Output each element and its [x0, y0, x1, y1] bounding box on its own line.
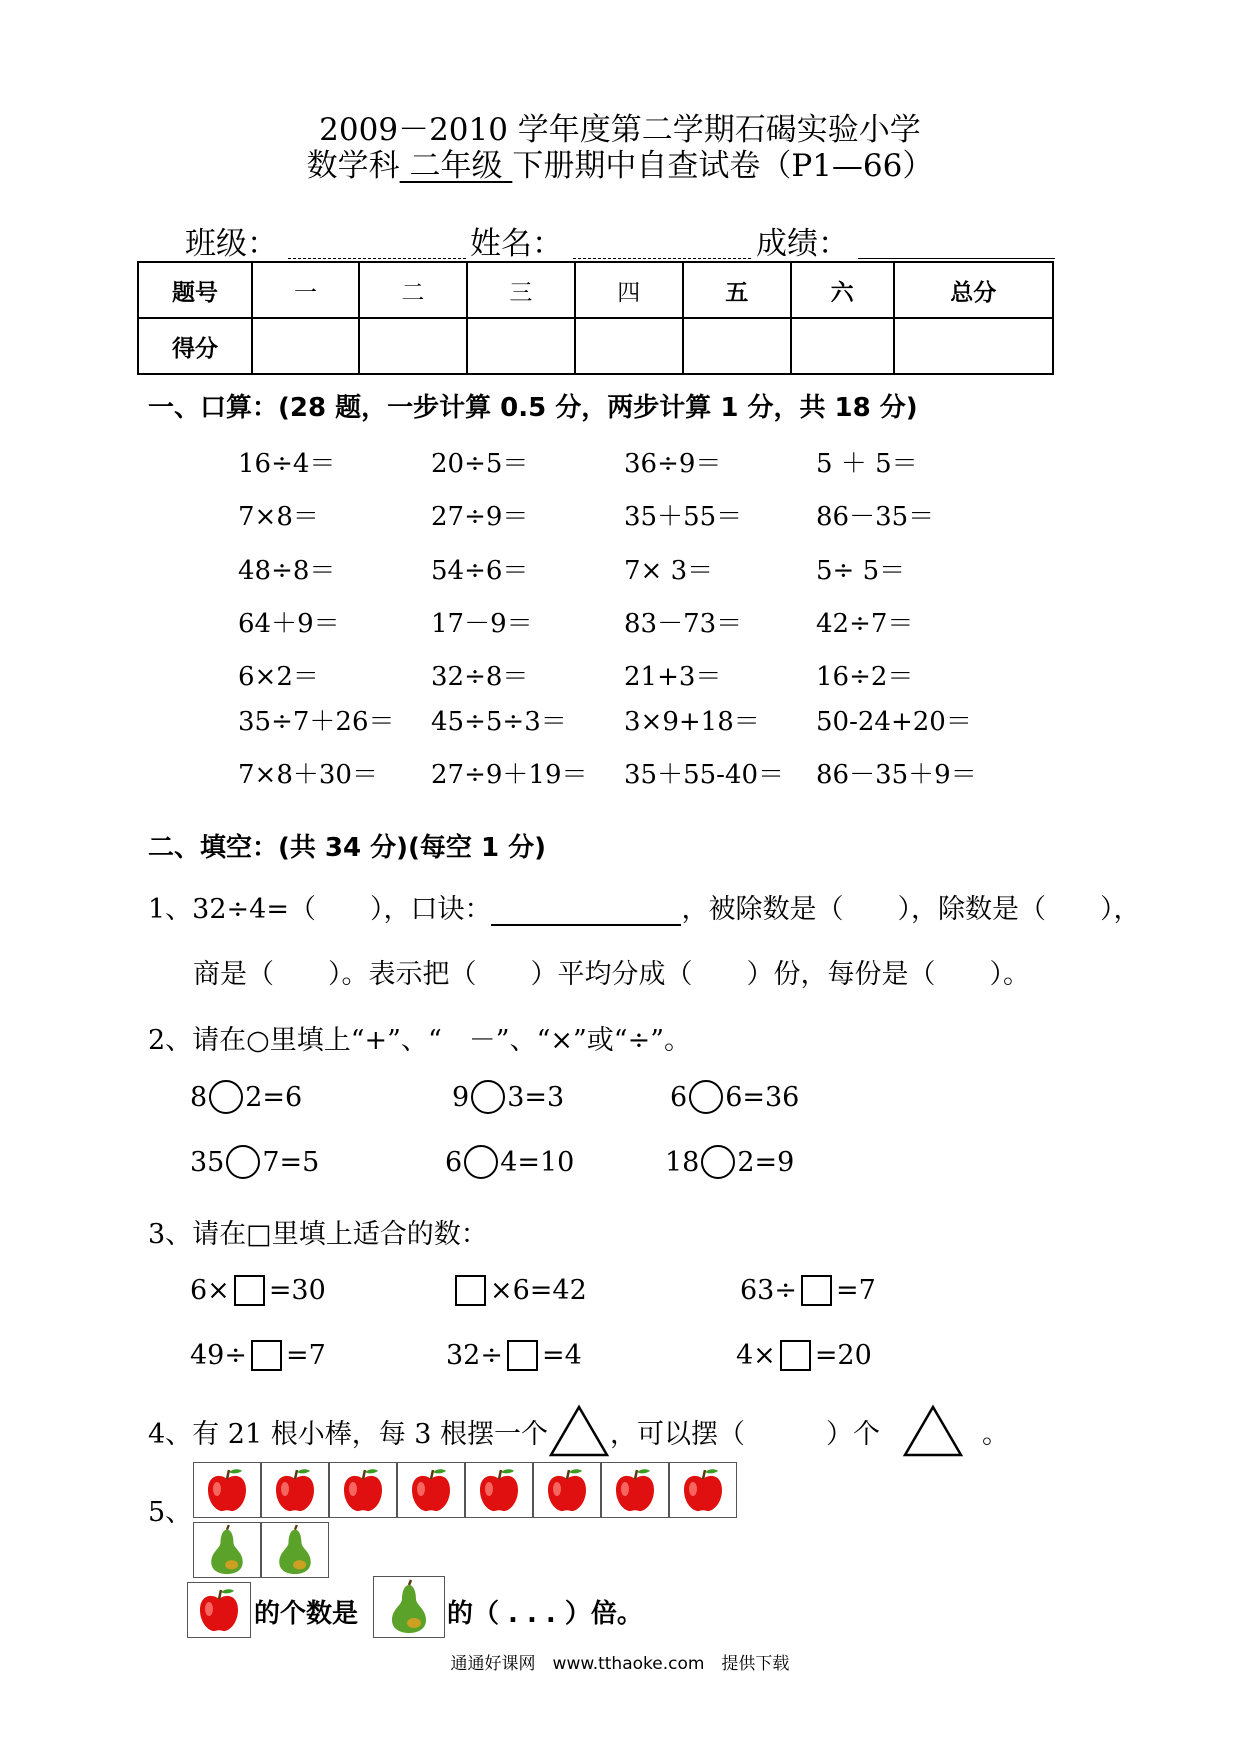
- score-cell[interactable]: [252, 318, 359, 374]
- q1-line1: [148, 887, 1140, 926]
- operator-item: [190, 1145, 319, 1179]
- answer-box[interactable]: [455, 1275, 486, 1306]
- exam-title-line1: 2009－2010 学年度第二学期石碣实验小学: [319, 112, 921, 148]
- pear-icon: [382, 1579, 436, 1635]
- calc-item: 27÷9＋19＝: [431, 760, 588, 790]
- class-label: 班级：: [185, 226, 278, 262]
- box-prefix: 4×: [736, 1340, 776, 1371]
- calc-item: 6×2＝: [238, 662, 319, 692]
- apple-icon: [193, 1462, 261, 1518]
- q5-text2: 的（ . . . ）倍。: [447, 1599, 643, 1629]
- header-cell: 题号: [138, 262, 252, 318]
- calc-item: 42÷7＝: [816, 609, 914, 639]
- q5-label: 5、: [148, 1497, 193, 1528]
- operator-circle[interactable]: [209, 1080, 243, 1114]
- answer-box[interactable]: [780, 1340, 811, 1371]
- pear-icon: [193, 1522, 261, 1578]
- box-item: [451, 1275, 587, 1306]
- q1-line2: 商是（ ）。表示把（ ）平均分成（ ）份，每份是（ ）。: [193, 959, 1030, 990]
- apple-icon-cell: [187, 1582, 251, 1638]
- score-cell[interactable]: [359, 318, 467, 374]
- q5-text1: 的个数是: [254, 1599, 359, 1629]
- score-label: 成绩：: [756, 226, 849, 262]
- calc-item: 7×8＋30＝: [238, 760, 378, 790]
- score-cell[interactable]: [683, 318, 791, 374]
- apple-icon: [669, 1462, 737, 1518]
- subject-label: 数学科: [306, 148, 400, 184]
- operand-b: 3=3: [507, 1081, 565, 1113]
- calc-item: 7×8＝: [238, 502, 319, 532]
- score-table-header-row: [138, 262, 1053, 318]
- apple-icon: [194, 1585, 244, 1635]
- exam-title-line2: [0, 140, 1240, 185]
- answer-box[interactable]: [234, 1275, 265, 1306]
- operand-b: 4=10: [500, 1146, 575, 1178]
- header-cell: 六: [791, 262, 894, 318]
- apple-icon: [465, 1462, 533, 1518]
- calc-item: 32÷8＝: [431, 662, 529, 692]
- box-item: [736, 1340, 872, 1371]
- apple-icon: [261, 1462, 329, 1518]
- operand-a: 35: [190, 1146, 225, 1178]
- section2-title: 二、填空：(共 34 分)(每空 1 分): [148, 833, 547, 863]
- calc-item: 54÷6＝: [431, 556, 529, 586]
- score-table: [137, 261, 1054, 375]
- operator-circle[interactable]: [226, 1145, 260, 1179]
- calc-item: 5÷ 5＝: [816, 556, 906, 586]
- box-prefix: 49÷: [190, 1340, 247, 1371]
- calc-item: 35＋55-40＝: [624, 760, 785, 790]
- operand-b: 6=36: [725, 1081, 800, 1113]
- box-suffix: =7: [285, 1340, 326, 1371]
- box-prefix: 6×: [190, 1275, 230, 1306]
- operator-item: [665, 1145, 794, 1179]
- box-suffix: =30: [268, 1275, 326, 1306]
- operand-a: 6: [670, 1081, 688, 1113]
- header-cell: 四: [575, 262, 683, 318]
- q1-part1: 1、32÷4=（ ），口诀：: [148, 894, 492, 925]
- apple-icon: [601, 1462, 669, 1518]
- calc-item: 3×9+18＝: [624, 707, 760, 737]
- operand-a: 9: [452, 1081, 470, 1113]
- operand-b: 2=9: [737, 1146, 795, 1178]
- score-cell[interactable]: [894, 318, 1053, 374]
- calc-item: 21+3＝: [624, 662, 722, 692]
- name-blank[interactable]: [573, 258, 751, 259]
- operand-a: 6: [445, 1146, 463, 1178]
- name-label: 姓名：: [470, 226, 563, 262]
- operator-item: [190, 1080, 302, 1114]
- operator-circle[interactable]: [464, 1145, 498, 1179]
- class-blank[interactable]: [288, 258, 466, 259]
- answer-box[interactable]: [507, 1340, 538, 1371]
- box-suffix: =4: [541, 1340, 582, 1371]
- box-item: [446, 1340, 582, 1371]
- header-cell: 二: [359, 262, 467, 318]
- calc-item: 48÷8＝: [238, 556, 336, 586]
- box-item: [190, 1340, 326, 1371]
- calc-item: 36÷9＝: [624, 449, 722, 479]
- calc-item: 16÷4＝: [238, 449, 336, 479]
- calc-item: 16÷2＝: [816, 662, 914, 692]
- calc-item: 50-24+20＝: [816, 707, 972, 737]
- formula-blank[interactable]: [491, 896, 681, 926]
- operator-item: [452, 1080, 564, 1114]
- operand-a: 8: [190, 1081, 208, 1113]
- box-prefix: 32÷: [446, 1340, 503, 1371]
- calc-item: 45÷5÷3＝: [431, 707, 567, 737]
- score-cell[interactable]: [791, 318, 894, 374]
- exam-name: 下册期中自查试卷（P1—66）: [512, 148, 934, 184]
- operator-item: [670, 1080, 799, 1114]
- box-suffix: ×6=42: [490, 1275, 587, 1306]
- box-item: [740, 1275, 876, 1306]
- q4-part3: 。: [982, 1418, 1010, 1450]
- calc-item: 7× 3＝: [624, 556, 714, 586]
- calc-item: 64＋9＝: [238, 609, 340, 639]
- header-cell: 五: [683, 262, 791, 318]
- triangle-icon: [902, 1404, 964, 1458]
- operator-circle[interactable]: [471, 1080, 505, 1114]
- header-cell: 一: [252, 262, 359, 318]
- section1-title: 一、口算：(28 题，一步计算 0.5 分，两步计算 1 分，共 18 分): [148, 393, 918, 423]
- operand-a: 18: [665, 1146, 700, 1178]
- box-item: [190, 1275, 326, 1306]
- operand-b: 2=6: [245, 1081, 303, 1113]
- operand-b: 7=5: [262, 1146, 320, 1178]
- triangle-icon: [548, 1404, 610, 1458]
- operator-item: [445, 1145, 574, 1179]
- q4-part1: 4、有 21 根小棒，每 3 根摆一个: [148, 1418, 549, 1450]
- answer-box[interactable]: [801, 1275, 832, 1306]
- calc-item: 35＋55＝: [624, 502, 743, 532]
- calc-item: 35÷7＋26＝: [238, 707, 395, 737]
- footer-text: 通通好课网 www.tthaoke.com 提供下载: [450, 1654, 790, 1674]
- operator-circle[interactable]: [689, 1080, 723, 1114]
- box-suffix: =7: [835, 1275, 876, 1306]
- box-prefix: 63÷: [740, 1275, 797, 1306]
- q1-part2: ，被除数是（ ），除数是（ ），: [681, 894, 1141, 925]
- grade-label: 二年级: [399, 148, 513, 184]
- calc-item: 17－9＝: [431, 609, 533, 639]
- operator-circle[interactable]: [701, 1145, 735, 1179]
- header-cell: 总分: [894, 262, 1053, 318]
- score-cell[interactable]: [467, 318, 575, 374]
- answer-box[interactable]: [251, 1340, 282, 1371]
- q2-title: 2、请在○里填上“+”、“ －”、“×”或“÷”。: [148, 1025, 692, 1056]
- calc-item: 5 ＋ 5＝: [816, 449, 918, 479]
- calc-item: 20÷5＝: [431, 449, 529, 479]
- header-cell: 三: [467, 262, 575, 318]
- apple-icon: [397, 1462, 465, 1518]
- apple-icon: [329, 1462, 397, 1518]
- calc-item: 83－73＝: [624, 609, 743, 639]
- apple-icon: [533, 1462, 601, 1518]
- score-cell[interactable]: [575, 318, 683, 374]
- row-label: 得分: [138, 318, 252, 374]
- calc-item: 86－35＝: [816, 502, 935, 532]
- calc-item: 27÷9＝: [431, 502, 529, 532]
- pear-icon-cell: [373, 1576, 445, 1638]
- q4-line: [148, 1404, 1009, 1458]
- q4-part2: ，可以摆（ ）个: [610, 1418, 881, 1450]
- calc-item: 86－35＋9＝: [816, 760, 977, 790]
- pear-icon: [261, 1522, 329, 1578]
- q3-title: 3、请在□里填上适合的数：: [148, 1219, 488, 1250]
- score-table-score-row: [138, 318, 1053, 374]
- score-blank[interactable]: [858, 258, 1055, 259]
- box-suffix: =20: [814, 1340, 872, 1371]
